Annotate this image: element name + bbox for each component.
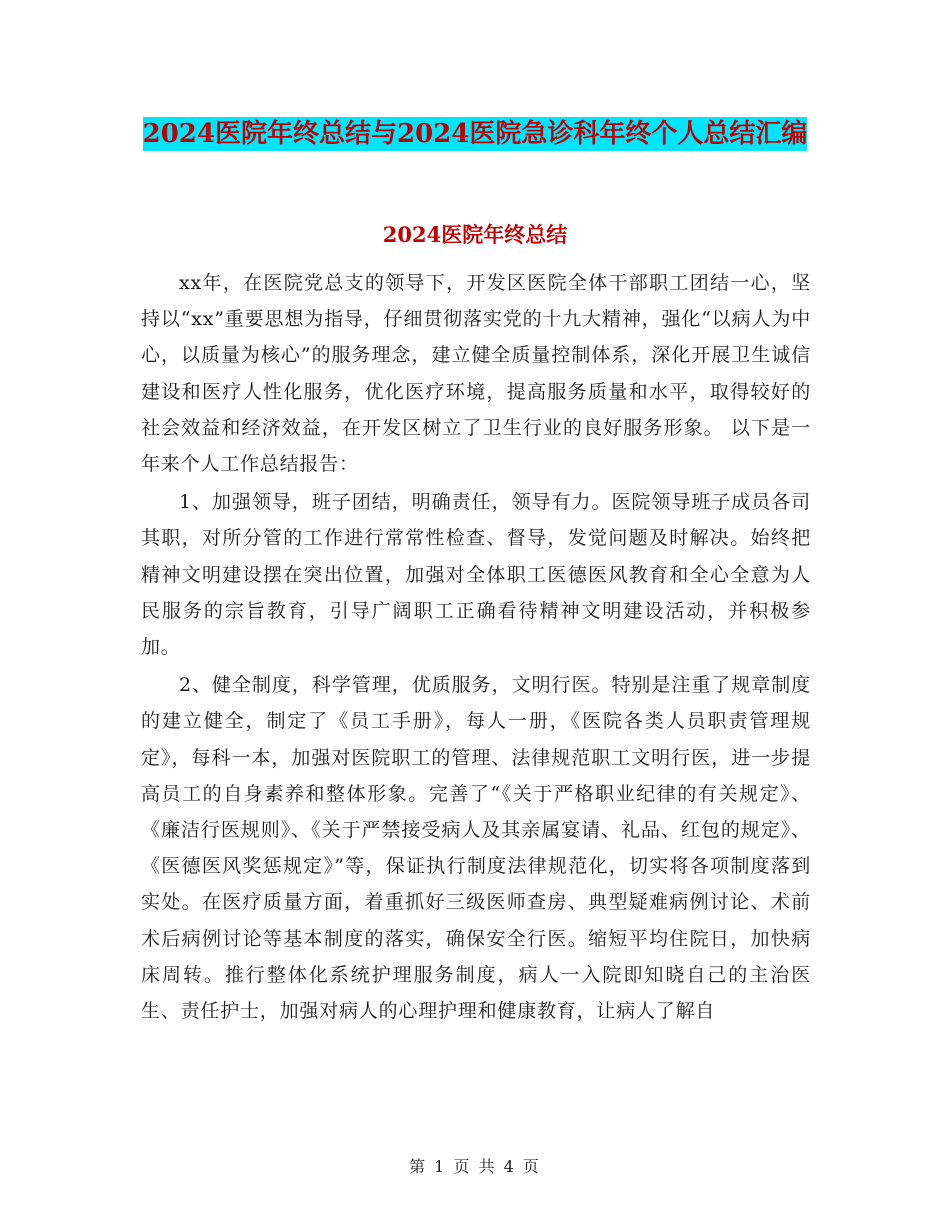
page-footer: 第 1 页 共 4 页 bbox=[409, 1157, 541, 1176]
paragraph-2: 2、健全制度，科学管理，优质服务，文明行医。特别是注重了规章制度的建立健全，制定了《员工手册》，每人一册，《医院各类人员职责管理规定》，每科一本，加强对医院职工的管理、法律规范职工文明行医，进一步提高员工的自身素养和整体形象。完善了“《关于严格职业纪律的有关规定》、《廉洁行医规则》、《关于严禁接受病人及其亲属宴请、礼品、红包的规定》、《医德医风奖惩规定》”等，保证执行制度法律规范化，切实将各项制度落到实处。在医疗质量方面，着重抓好三级医师查房、典型疑难病例讨论、术前术后病例讨论等基本制度的落实，确保安全行医。缩短平均住院日，加快病床周转。推行整体化系统护理服务制度，病人一入院即知晓自己的主治医生、责任护士，加强对病人的心理护理和健康教育，让病人了解自 bbox=[141, 674, 811, 1023]
document-body bbox=[141, 265, 811, 1031]
section-title: 2024医院年终总结 bbox=[382, 222, 568, 247]
paragraph-1: 1、加强领导，班子团结，明确责任，领导有力。医院领导班子成员各司其职，对所分管的工作进行常常性检查、督导，发觉问题及时解决。始终把精神文明建设摆在突出位置，加强对全体职工医德医风教育和全心全意为人民服务的宗旨教育，引导广阔职工正确看待精神文明建设活动，并积极参加。 bbox=[141, 491, 811, 659]
document-title bbox=[140, 112, 810, 156]
document-title-text: 2024医院年终总结与2024医院急诊科年终个人总结汇编 bbox=[142, 119, 808, 149]
paragraph-intro: xx年，在医院党总支的领导下，开发区医院全体干部职工团结一心，坚持以“xx”重要思想为指导，仔细贯彻落实党的十九大精神，强化“以病人为中心，以质量为核心”的服务理念，建立健全质量控制体系，深化开展卫生诚信建设和医疗人性化服务，优化医疗环境，提高服务质量和水平，取得较好的社会效益和经济效益，在开发区树立了卫生行业的良好服务形象。 以下是一年来个人工作总结报告： bbox=[141, 272, 811, 476]
